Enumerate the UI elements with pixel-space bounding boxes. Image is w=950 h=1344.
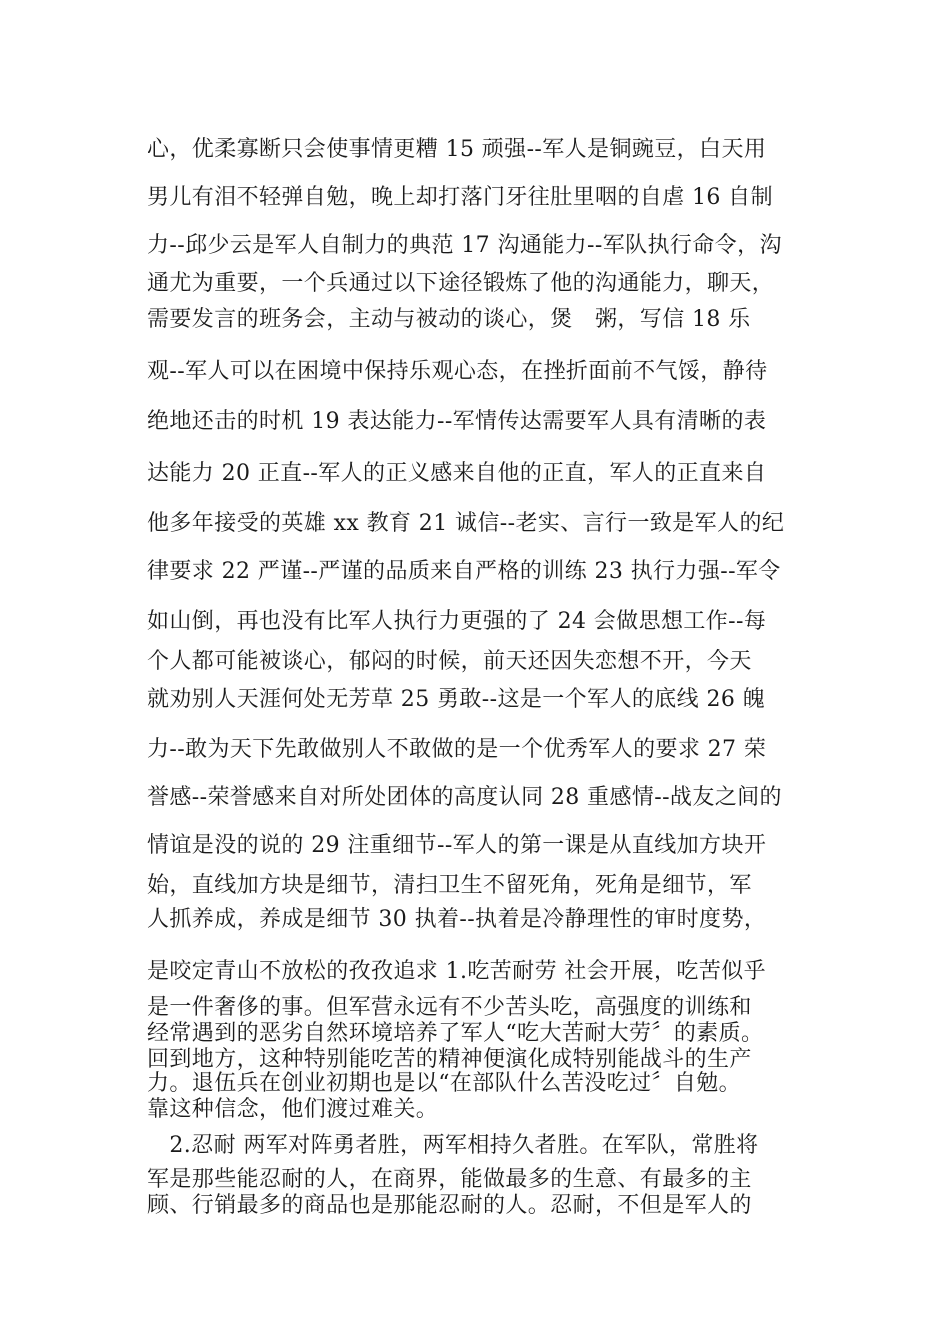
text-line: 达能力 20 正直--军人的正义感来自他的正直，军人的正直来自 xyxy=(147,461,767,486)
text-line: 心，优柔寡断只会使事情更糟 15 顽强--军人是铜豌豆，白天用 xyxy=(147,137,767,162)
text-line: 人抓养成，养成是细节 30 执着--执着是冷静理性的审时度势， xyxy=(147,907,767,932)
text-line: 绝地还击的时机 19 表达能力--军情传达需要军人具有清晰的表 xyxy=(147,409,767,434)
text-line: 观--军人可以在困境中保持乐观心态，在挫折面前不气馁，静待 xyxy=(147,359,768,384)
text-line: 力。退伍兵在创业初期也是以“在部队什么苦没吃过〞自勉。 xyxy=(147,1071,742,1096)
text-line: 顾、行销最多的商品也是那能忍耐的人。忍耐，不但是军人的 xyxy=(147,1193,752,1218)
text-line: 就劝别人天涯何处无芳草 25 勇敢--这是一个军人的底线 26 魄 xyxy=(147,687,766,712)
text-line: 情谊是没的说的 29 注重细节--军人的第一课是从直线加方块开 xyxy=(147,833,767,858)
text-line: 是咬定青山不放松的孜孜追求 1.吃苦耐劳 社会开展，吃苦似乎 xyxy=(147,959,766,984)
text-line: 如山倒，再也没有比军人执行力更强的了 24 会做思想工作--每 xyxy=(147,609,767,634)
text-line: 他多年接受的英雄 xx 教育 21 诚信--老实、言行一致是军人的纪 xyxy=(147,511,785,536)
text-line: 回到地方，这种特别能吃苦的精神便演化成特别能战斗的生产 xyxy=(147,1047,752,1072)
text-line: 始，直线加方块是细节，清扫卫生不留死角，死角是细节，军 xyxy=(147,873,752,898)
text-line: 经常遇到的恶劣自然环境培养了军人“吃大苦耐大劳〞的素质。 xyxy=(147,1021,764,1046)
text-line: 力--敢为天下先敢做别人不敢做的是一个优秀军人的要求 27 荣 xyxy=(147,737,767,762)
text-line: 2.忍耐 两军对阵勇者胜，两军相持久者胜。在军队，常胜将 xyxy=(147,1133,759,1158)
text-line: 是一件奢侈的事。但军营永远有不少苦头吃，高强度的训练和 xyxy=(147,995,752,1020)
text-line: 军是那些能忍耐的人，在商界，能做最多的生意、有最多的主 xyxy=(147,1167,752,1192)
text-line: 需要发言的班务会，主动与被动的谈心，煲 粥，写信 18 乐 xyxy=(147,307,751,332)
text-line: 力--邱少云是军人自制力的典范 17 沟通能力--军队执行命令，沟 xyxy=(147,233,782,258)
text-line: 律要求 22 严谨--严谨的品质来自严格的训练 23 执行力强--军令 xyxy=(147,559,781,584)
text-line: 通尤为重要，一个兵通过以下途径锻炼了他的沟通能力，聊天， xyxy=(147,271,775,296)
text-line: 个人都可能被谈心，郁闷的时候，前天还因失恋想不开，今天 xyxy=(147,649,752,674)
text-line: 男儿有泪不轻弹自勉，晚上却打落门牙往肚里咽的自虐 16 自制 xyxy=(147,185,773,210)
text-line: 靠这种信念，他们渡过难关。 xyxy=(147,1097,439,1122)
text-line: 誉感--荣誉感来自对所处团体的高度认同 28 重感情--战友之间的 xyxy=(147,785,782,810)
